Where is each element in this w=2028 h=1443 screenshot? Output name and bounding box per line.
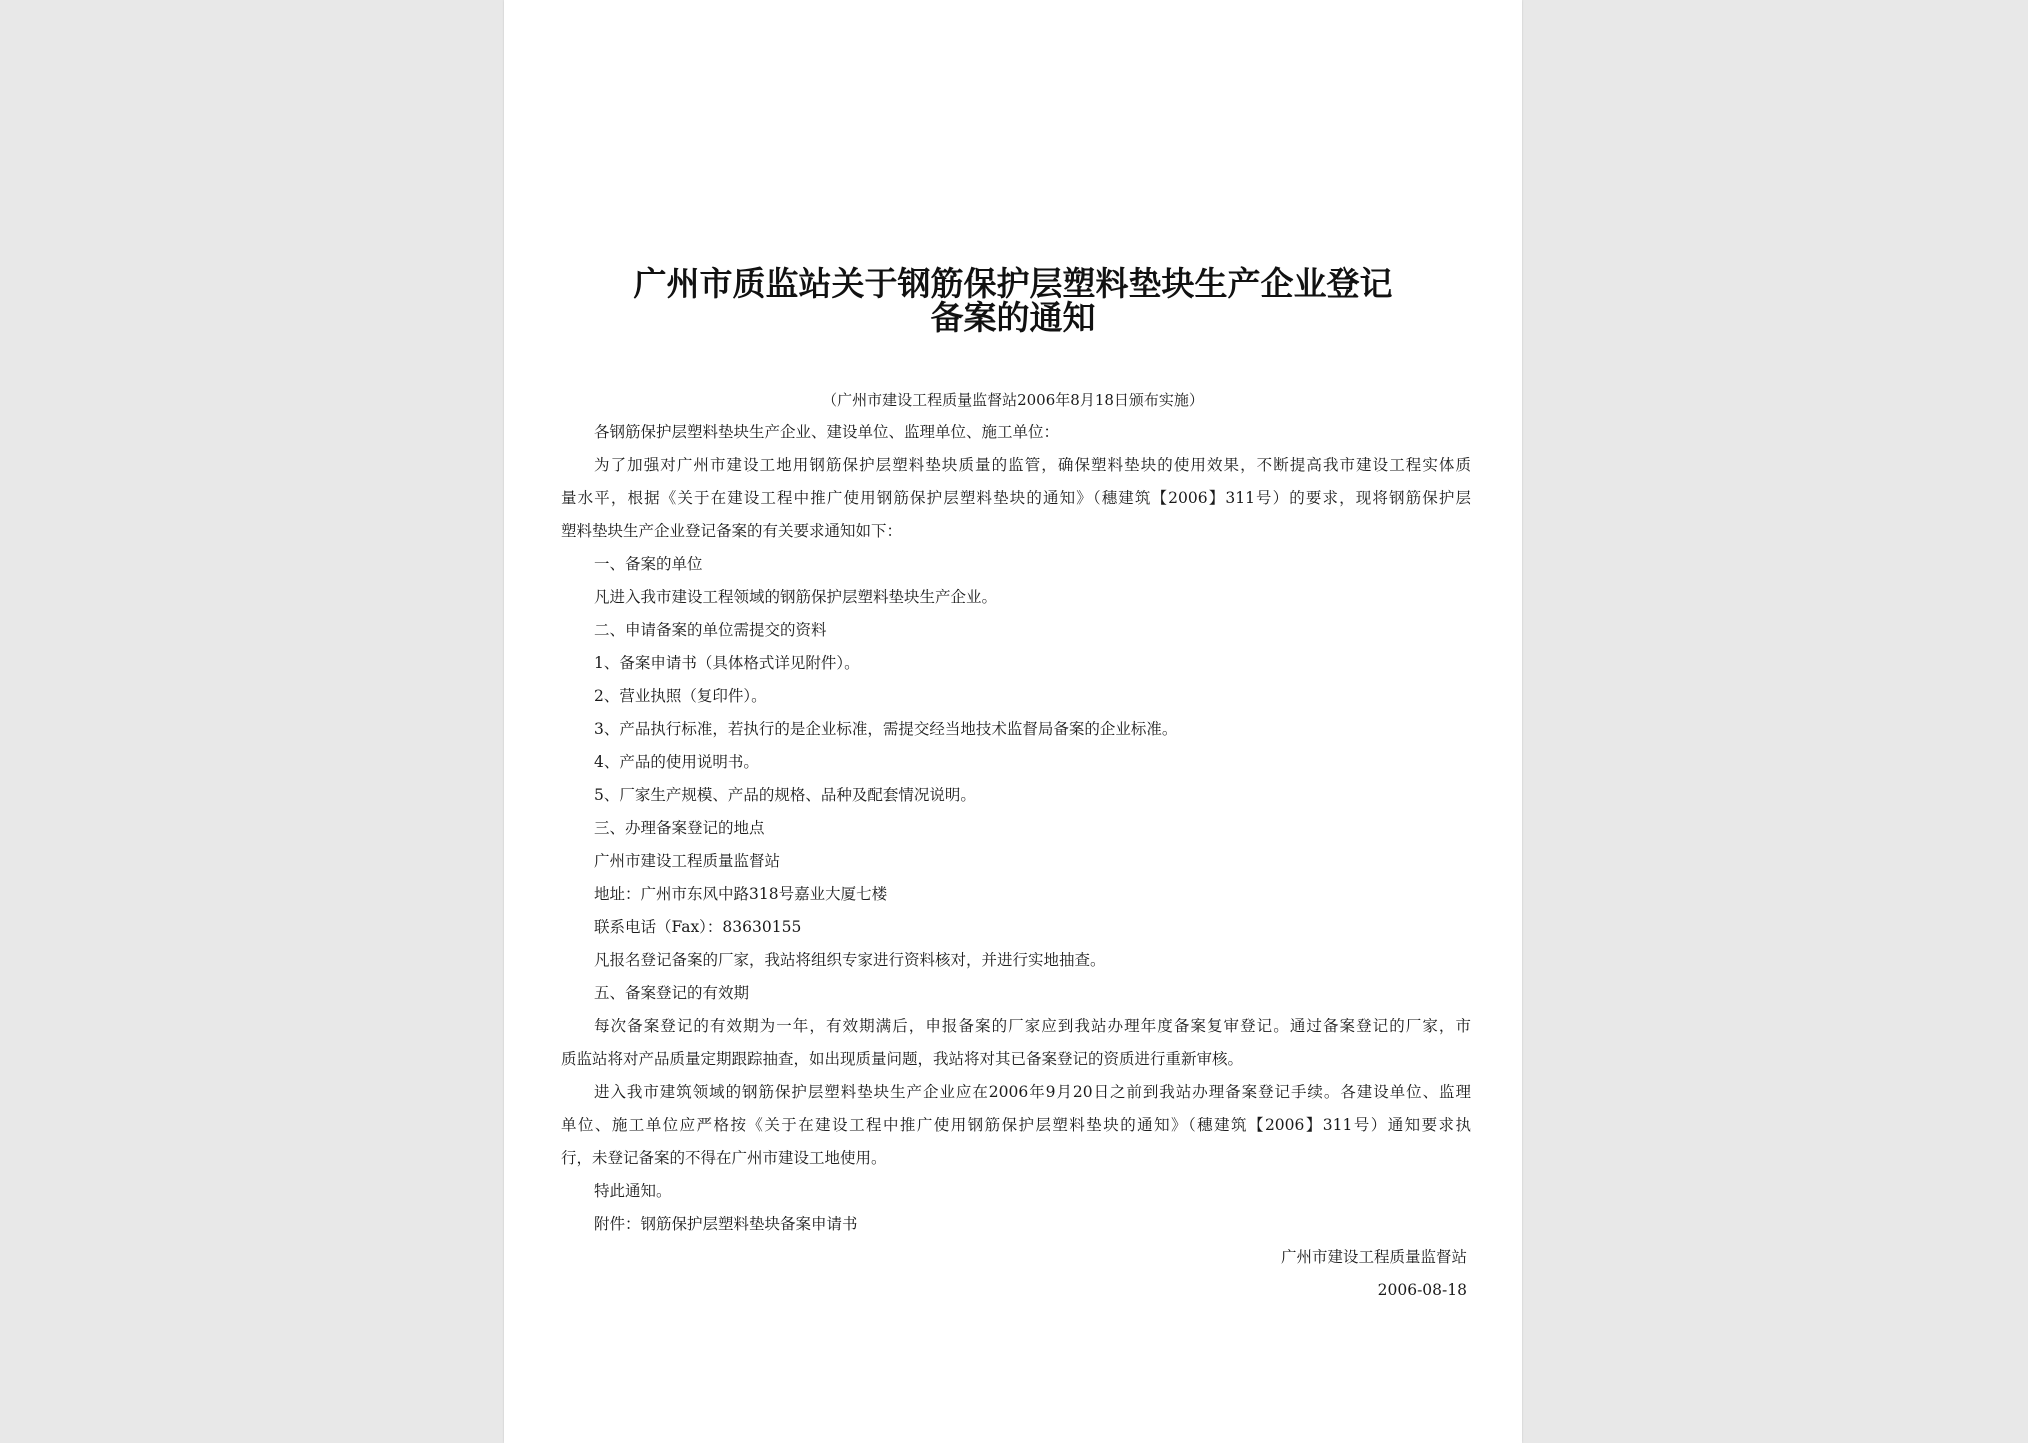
salutation: 各钢筋保护层塑料垫块生产企业、建设单位、监理单位、施工单位：: [594, 423, 1060, 441]
signature: 广州市建设工程质量监督站: [1280, 1248, 1467, 1266]
paragraph-line: 塑料垫块生产企业登记备案的有关要求通知如下：: [561, 522, 903, 540]
paragraph-line: 质监站将对产品质量定期跟踪抽查，如出现质量问题，我站将对其已备案登记的资质进行重新审核。: [561, 1050, 1244, 1068]
list-item: 4、产品的使用说明书。: [594, 753, 759, 771]
section-heading: 二、申请备案的单位需提交的资料: [594, 621, 827, 639]
document-subtitle: （广州市建设工程质量监督站2006年8月18日颁布实施）: [822, 391, 1204, 409]
document-title-line-1: 广州市质监站关于钢筋保护层塑料垫块生产企业登记: [633, 264, 1393, 303]
list-item: 3、产品执行标准，若执行的是企业标准，需提交经当地技术监督局备案的企业标准。: [594, 720, 1178, 738]
list-item: 5、厂家生产规模、产品的规格、品种及配套情况说明。: [594, 786, 976, 804]
section-heading: 五、备案登记的有效期: [594, 984, 750, 1002]
paragraph-line: 行，未登记备案的不得在广州市建设工地使用。: [561, 1149, 887, 1167]
paragraph-line: 进入我市建筑领域的钢筋保护层塑料垫块生产企业应在2006年9月20日之前到我站办理备案登记手续。各建设单位、监理: [594, 1083, 1471, 1101]
paragraph-line: 广州市建设工程质量监督站: [594, 852, 781, 870]
section-heading: 一、备案的单位: [594, 555, 703, 573]
paragraph-line: 为了加强对广州市建设工地用钢筋保护层塑料垫块质量的监管，确保塑料垫块的使用效果，不断提高我市建设工程实体质: [594, 456, 1471, 474]
document-date: 2006-08-18: [1377, 1281, 1467, 1299]
paragraph-line: 单位、施工单位应严格按《关于在建设工程中推广使用钢筋保护层塑料垫块的通知》（穗建筑【2006】311号）通知要求执: [561, 1116, 1471, 1134]
paragraph-line: 量水平，根据《关于在建设工程中推广使用钢筋保护层塑料垫块的通知》（穗建筑【2006】311号）的要求，现将钢筋保护层: [561, 489, 1471, 507]
address-line: 地址：广州市东风中路318号嘉业大厦七楼: [594, 885, 888, 903]
document-page: [504, 0, 1522, 1443]
list-item: 1、备案申请书（具体格式详见附件）。: [594, 654, 860, 672]
contact-line: 联系电话（Fax）：83630155: [594, 918, 802, 936]
section-heading: 三、办理备案登记的地点: [594, 819, 765, 837]
paragraph-line: 凡报名登记备案的厂家，我站将组织专家进行资料核对，并进行实地抽查。: [594, 951, 1106, 969]
document-title-line-2: 备案的通知: [930, 298, 1096, 337]
list-item: 2、营业执照（复印件）。: [594, 687, 767, 705]
closing-line: 特此通知。: [594, 1182, 672, 1200]
attachment-line: 附件：钢筋保护层塑料垫块备案申请书: [594, 1215, 858, 1233]
paragraph-line: 每次备案登记的有效期为一年，有效期满后，申报备案的厂家应到我站办理年度备案复审登记。通过备案登记的厂家，市: [594, 1017, 1471, 1035]
paragraph-line: 凡进入我市建设工程领域的钢筋保护层塑料垫块生产企业。: [594, 588, 998, 606]
